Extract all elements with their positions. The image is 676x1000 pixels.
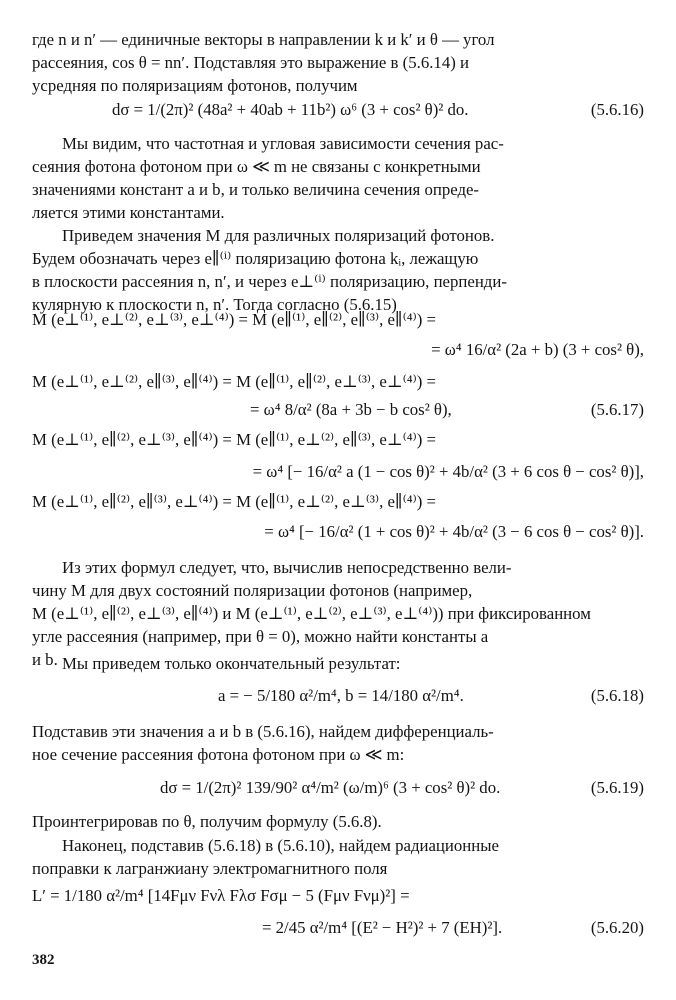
equation-number-5-6-19: (5.6.19) xyxy=(590,778,644,797)
paragraph-polarizations: Приведем значения M для различных поляризаций фотонов. Будем обозначать через e∥⁽ⁱ⁾ поляризацию фотона kᵢ, лежащую в плоскости рассеяния n, n′, и через e⊥⁽ⁱ⁾ поляризацию, перпенди- кулярную к плоскости n, n′. Тогда согласно (5.6.15) xyxy=(32,226,507,314)
equation-5-6-19: dσ = 1/(2π)² 139/90² α⁴/m² (ω/m)⁶ (3 + cos² θ)² do. xyxy=(160,778,501,797)
equation-m-line-5: M (e⊥⁽¹⁾, e∥⁽²⁾, e⊥⁽³⁾, e∥⁽⁴⁾) = M (e∥⁽¹⁾, e⊥⁽²⁾, e∥⁽³⁾, e⊥⁽⁴⁾) = xyxy=(32,430,436,449)
equation-m-line-2: = ω⁴ 16/α² (2a + b) (3 + cos² θ), xyxy=(431,340,644,359)
paragraph-final-result: Мы приведем только окончательный результат: xyxy=(62,654,401,673)
page-number: 382 xyxy=(32,952,55,968)
paragraph-formulas-follow: Из этих формул следует, что, вычислив непосредственно вели- чину M для двух состояний поляризации фотонов (например, M (e⊥⁽¹⁾, e∥⁽²⁾, e⊥⁽³⁾, e∥⁽⁴⁾) и M (e⊥⁽¹⁾, e⊥⁽²⁾, e⊥⁽³⁾, e⊥⁽⁴⁾)) при фиксированном угле рассеяния (например, при θ = 0), можно найти константы a и b. xyxy=(32,558,591,669)
paragraph-dependence: Мы видим, что частотная и угловая зависимости сечения рас- сеяния фотона фотоном при ω ≪ m не связаны с конкретными значениями констант a и b, и только величина сечения опреде- ляется этими константами. xyxy=(32,134,504,222)
equation-number-5-6-17: (5.6.17) xyxy=(590,400,644,419)
equation-5-6-18: a = − 5/180 α²/m⁴, b = 14/180 α²/m⁴. xyxy=(218,686,464,705)
equation-m-line-3: M (e⊥⁽¹⁾, e⊥⁽²⁾, e∥⁽³⁾, e∥⁽⁴⁾) = M (e∥⁽¹⁾, e∥⁽²⁾, e⊥⁽³⁾, e⊥⁽⁴⁾) = xyxy=(32,372,436,391)
equation-m-line-4: = ω⁴ 8/α² (8a + 3b − b cos² θ), xyxy=(250,400,452,419)
paragraph-integrate: Проинтегрировав по θ, получим формулу (5.6.8). xyxy=(32,812,382,831)
paragraph-corrections: Наконец, подставив (5.6.18) в (5.6.10), найдем радиационные поправки к лагранжиану электромагнитного поля xyxy=(32,836,499,878)
equation-m-line-6: = ω⁴ [− 16/α² a (1 − cos θ)² + 4b/α² (3 + 6 cos θ − cos² θ)], xyxy=(252,462,644,481)
equation-number-5-6-16: (5.6.16) xyxy=(590,100,644,119)
equation-number-5-6-20: (5.6.20) xyxy=(590,918,644,937)
equation-lagrangian-line-2: = 2/45 α²/m⁴ [(E² − H²)² + 7 (EH)²]. xyxy=(262,918,503,937)
equation-m-line-1: M (e⊥⁽¹⁾, e⊥⁽²⁾, e⊥⁽³⁾, e⊥⁽⁴⁾) = M (e∥⁽¹⁾, e∥⁽²⁾, e∥⁽³⁾, e∥⁽⁴⁾) = xyxy=(32,310,436,329)
equation-lagrangian-line-1: L′ = 1/180 α²/m⁴ [14Fμν Fνλ Fλσ Fσμ − 5 (Fμν Fνμ)²] = xyxy=(32,886,410,905)
equation-m-line-7: M (e⊥⁽¹⁾, e∥⁽²⁾, e∥⁽³⁾, e⊥⁽⁴⁾) = M (e∥⁽¹⁾, e⊥⁽²⁾, e⊥⁽³⁾, e∥⁽⁴⁾) = xyxy=(32,492,436,511)
equation-m-line-8: = ω⁴ [− 16/α² (1 + cos θ)² + 4b/α² (3 − 6 cos θ − cos² θ)]. xyxy=(264,522,644,541)
equation-5-6-16: dσ = 1/(2π)² (48a² + 40ab + 11b²) ω⁶ (3 + cos² θ)² do. xyxy=(112,100,469,119)
paragraph-intro: где n и n′ — единичные векторы в направлении k и k′ и θ — угол рассеяния, cos θ = nn′. Подставляя это выражение в (5.6.14) и усредняя по поляризациям фотонов, получим xyxy=(32,30,495,95)
equation-number-5-6-18: (5.6.18) xyxy=(590,686,644,705)
paragraph-substitute: Подставив эти значения a и b в (5.6.16), найдем дифференциаль- ное сечение рассеяния фотона фотоном при ω ≪ m: xyxy=(32,722,494,764)
